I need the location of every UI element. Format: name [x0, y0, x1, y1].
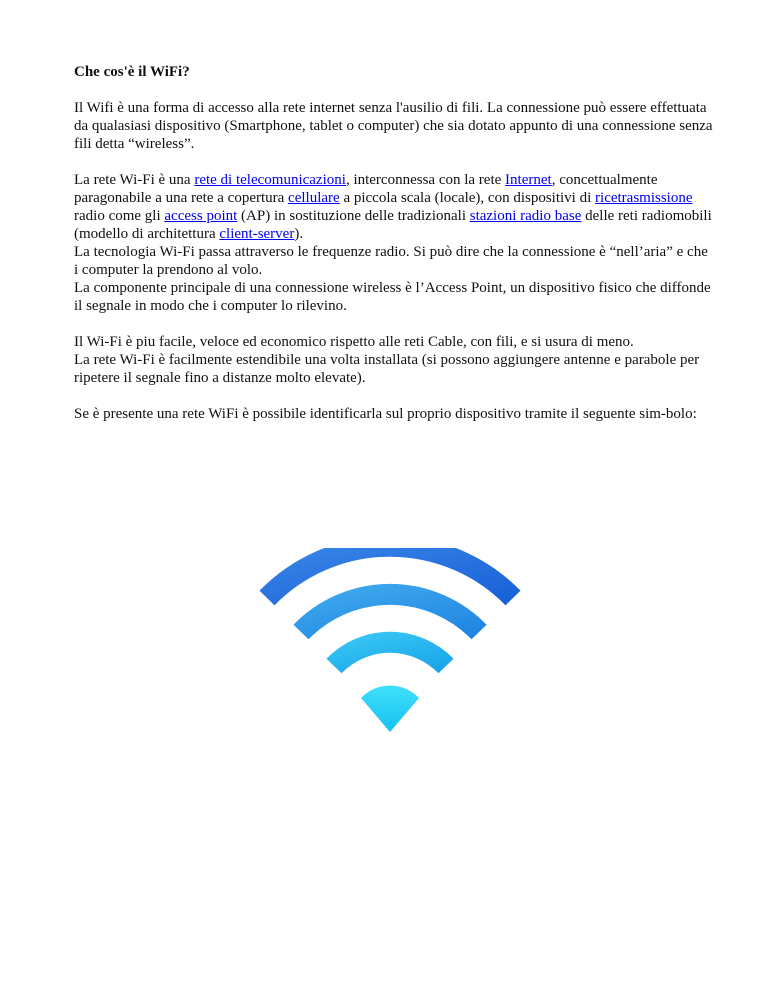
- link-access-point[interactable]: access point: [164, 208, 238, 224]
- link-rete-di-telecomunicazioni[interactable]: rete di telecomunicazioni: [194, 172, 346, 188]
- text-line: Il Wi-Fi è piu facile, veloce ed economico rispetto alle reti Cable, con fili, e si usura di meno.: [74, 334, 634, 350]
- link-stazioni-radio-base[interactable]: stazioni radio base: [469, 208, 582, 224]
- document-title: Che cos'è il WiFi?: [74, 64, 190, 80]
- link-cellulare[interactable]: cellulare: [288, 190, 340, 206]
- text-segment: delle reti radiomobili (modello di architettura: [74, 208, 712, 242]
- text-line: La componente principale di una connessione wireless è l’Access Point, un dispositivo fisico che diffonde il segnale in modo che i computer lo rilevino.: [74, 280, 711, 314]
- link-ricetrasmissione[interactable]: ricetrasmissione: [595, 190, 693, 206]
- text-line: La rete Wi-Fi è facilmente estendibile una volta installata (si possono aggiungere antenne e parabole per ripetere il segnale fino a distanze molto elevate).: [74, 352, 700, 386]
- wifi-dot: [361, 686, 419, 732]
- paragraph-intro: Il Wifi è una forma di accesso alla rete internet senza l'ausilio di fili. La connessione può essere effettuata da qualasiasi dispositivo (Smartphone, tablet o computer) che sia dotato appunto di una connessione senza fili detta “wireless”.: [74, 100, 713, 152]
- text-segment: ).: [294, 226, 304, 242]
- paragraph-advantages: [74, 333, 714, 387]
- text-segment: (AP) in sostituzione delle tradizionali: [237, 208, 470, 224]
- text-segment: , interconnessa con la rete: [345, 172, 506, 188]
- text-segment: a piccola scala (locale), con dispositivi di: [339, 190, 596, 206]
- link-internet[interactable]: Internet: [505, 172, 552, 188]
- wifi-arc-2: [301, 594, 479, 632]
- wifi-arc-3: [334, 642, 446, 666]
- paragraph-definition: [74, 171, 714, 315]
- paragraph-symbol: Se è presente una rete WiFi è possibile identificarla sul proprio dispositivo tramite il seguente sim-bolo:: [74, 406, 697, 422]
- text-segment: La rete Wi-Fi è una: [74, 172, 195, 188]
- wifi-icon: [249, 548, 531, 732]
- text-line: La tecnologia Wi-Fi passa attraverso le frequenze radio. Si può dire che la connessione è “nell’aria” e che i computer la prendono al volo.: [74, 244, 708, 278]
- text-segment: , concettualmente paragonabile a una rete a copertura: [74, 172, 658, 206]
- document-page: [74, 63, 714, 441]
- text-segment: radio come gli: [74, 208, 165, 224]
- link-client-server[interactable]: client-server: [219, 226, 295, 242]
